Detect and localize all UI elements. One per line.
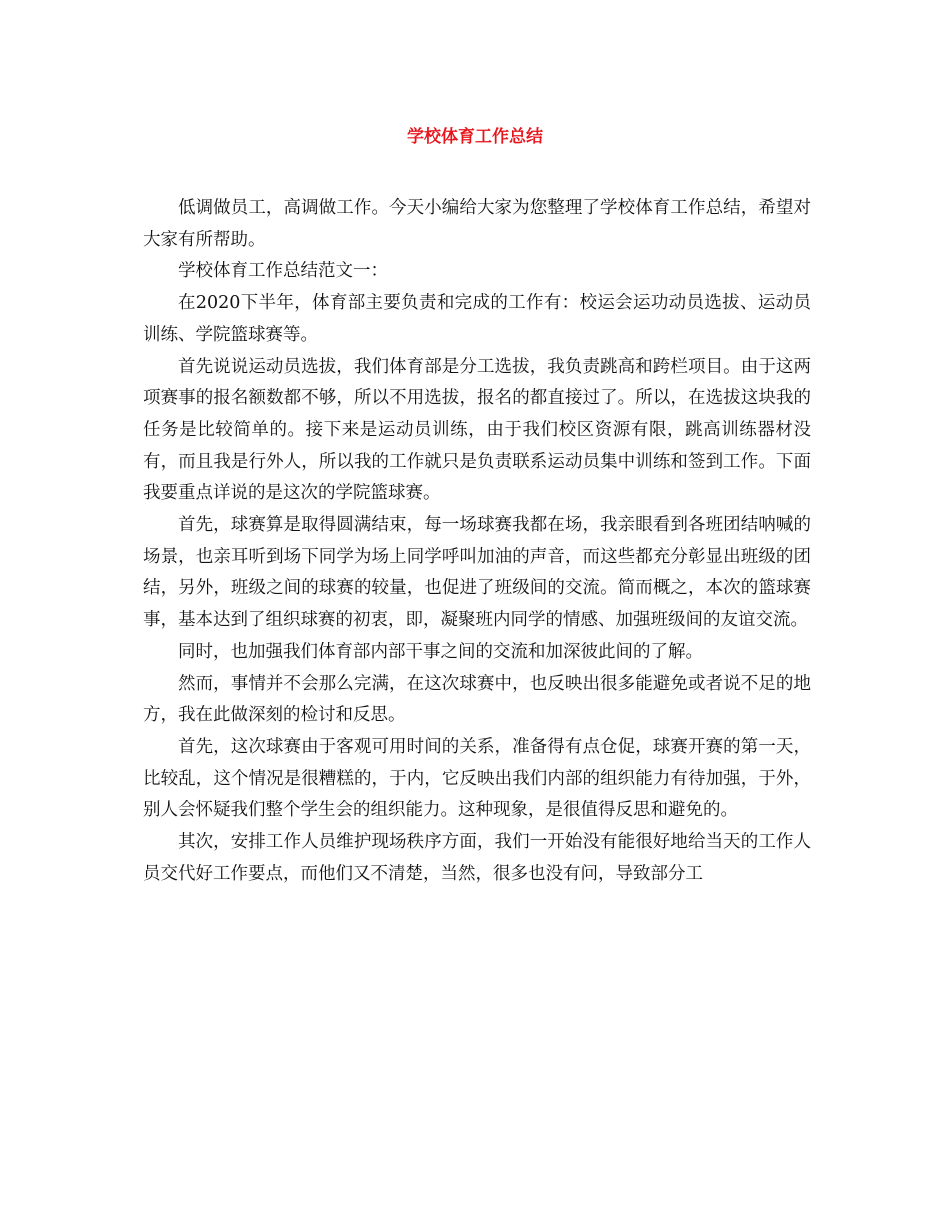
paragraph-intro: 低调做员工，高调做工作。今天小编给大家为您整理了学校体育工作总结，希望对大家有所帮助。 (143, 198, 811, 250)
paragraph-shortcomings: 然而，事情并不会那么完满，在这次球赛中，也反映出很多能避免或者说不足的地方，我在此做深刻的检讨和反思。 (143, 673, 811, 726)
document-title: 学校体育工作总结 (407, 127, 543, 147)
paragraph-internal-communication: 同时，也加强我们体育部内部干事之间的交流和加深彼此间的了解。 (178, 641, 703, 662)
paragraph-first-issue: 首先，这次球赛由于客观可用时间的关系，准备得有点仓促，球赛开赛的第一天，比较乱，这个情况是很糟糕的，于内，它反映出我们内部的组织能力有待加强，于外，别人会怀疑我们整个学生会的组织能力。这种现象，是很值得反思和避免的。 (143, 736, 811, 821)
paragraph-duties: 在2020下半年，体育部主要负责和完成的工作有：校运会运功动员选拔、运动员训练、学院篮球赛等。 (143, 293, 811, 345)
paragraph-sample-heading: 学校体育工作总结范文一： (178, 261, 388, 282)
paragraph-basketball-success: 首先，球赛算是取得圆满结束，每一场球赛我都在场，我亲眼看到各班团结呐喊的场景，也亲耳听到场下同学为场上同学呼叫加油的声音，而这些都充分彰显出班级的团结，另外，班级之间的球赛的较量，也促进了班级间的交流。简而概之，本次的篮球赛事，基本达到了组织球赛的初衷，即，凝聚班内同学的情感、加强班级间的友谊交流。 (143, 515, 811, 631)
paragraph-second-issue: 其次，安排工作人员维护现场秩序方面，我们一开始没有能很好地给当天的工作人员交代好工作要点，而他们又不清楚，当然，很多也没有问，导致部分工 (143, 832, 811, 884)
paragraph-athlete-selection: 首先说说运动员选拔，我们体育部是分工选拔，我负责跳高和跨栏项目。由于这两项赛事的报名额数都不够，所以不用选拔，报名的都直接过了。所以，在选拔这块我的任务是比较简单的。接下来是运动员训练，由于我们校区资源有限，跳高训练器材没有，而且我是行外人，所以我的工作就只是负责联系运动员集中训练和签到工作。下面我要重点详说的是这次的学院篮球赛。 (143, 356, 811, 504)
document-body (143, 193, 811, 890)
